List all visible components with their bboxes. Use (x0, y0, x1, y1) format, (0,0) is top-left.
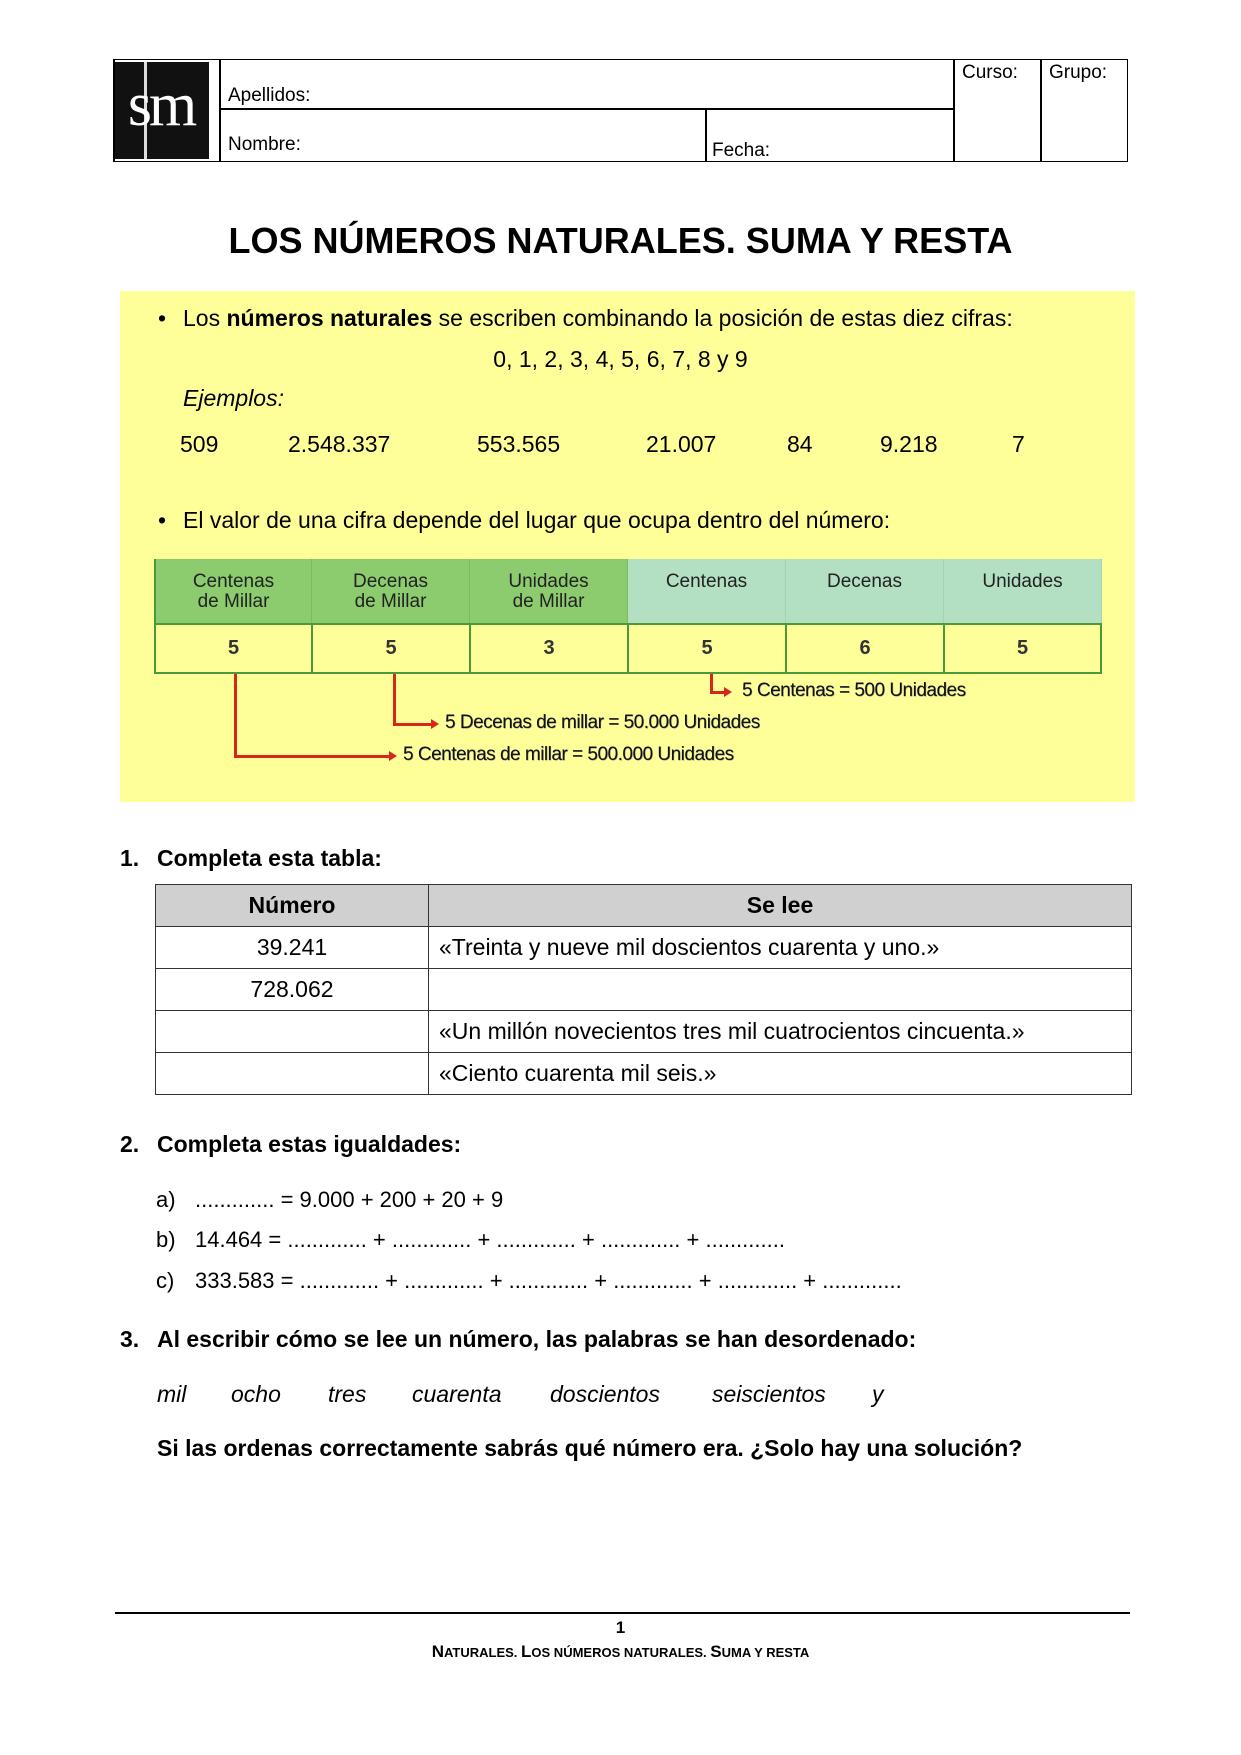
reading-table (155, 884, 1132, 1095)
bullet-dot-icon: • (158, 507, 167, 533)
pv-header-line1: Centenas (192, 571, 275, 592)
pv-value-cell: 5 (154, 623, 312, 674)
equation-a[interactable] (156, 1187, 504, 1213)
pv-value-cell: 6 (786, 623, 944, 674)
digits-list: 0, 1, 2, 3, 4, 5, 6, 7, 8 y 9 (493, 346, 748, 372)
nombre-field[interactable]: Nombre: (228, 134, 301, 155)
place-value-table (154, 559, 1102, 674)
pv-header-centenas (628, 559, 786, 623)
pv-value-cell: 3 (470, 623, 628, 674)
equation-text[interactable]: 333.583 = ............. + ............. + ............. + ............. + ............. + ............. (195, 1268, 902, 1293)
footer-title-part: ATURALES. (443, 1645, 522, 1660)
table-row (156, 927, 1132, 969)
explanation-decenas-millar: 5 Decenas de millar = 50.000 Unidades (445, 712, 760, 733)
numero-cell[interactable]: 728.062 (156, 969, 429, 1011)
bullet-dot-icon: • (158, 305, 167, 331)
pv-value-cell: 5 (628, 623, 786, 674)
sm-logo (113, 62, 209, 159)
exercise2-heading (120, 1131, 462, 1158)
footer-title-part: UMA Y RESTA (721, 1645, 810, 1660)
pv-header-decenas-millar (312, 559, 470, 623)
se-lee-cell[interactable]: «Treinta y nueve mil doscientos cuarenta y uno.» (429, 927, 1132, 969)
footer-title-part: OS NÚMEROS NATURALES. (531, 1645, 711, 1660)
pv-header-line2: de Millar (197, 591, 270, 612)
numero-cell[interactable]: 39.241 (156, 927, 429, 969)
bullet-valor-cifra (158, 507, 891, 534)
pv-header-line1: Unidades (508, 571, 589, 592)
logo-text: sm (127, 71, 195, 139)
numero-cell[interactable] (156, 1011, 429, 1053)
pv-header-decenas (786, 559, 944, 623)
curso-divider (953, 59, 955, 162)
footer-title (0, 1642, 1241, 1662)
example-number: 84 (787, 431, 813, 457)
example-number: 7 (1012, 431, 1025, 457)
pv-header-unidades (944, 559, 1102, 623)
header-divider (219, 59, 221, 162)
equation-text[interactable]: ............. = 9.000 + 200 + 20 + 9 (195, 1187, 504, 1212)
exercise3-title: Al escribir cómo se lee un número, las palabras se han desordenado: (157, 1326, 917, 1352)
table-header-row (156, 885, 1132, 927)
exercise1-number: 1. (120, 845, 140, 871)
column-header-se-lee: Se lee (429, 885, 1132, 927)
bullet1-text-bold: números naturales (226, 305, 433, 331)
table-row (156, 1053, 1132, 1095)
example-number: 509 (180, 431, 219, 457)
arrow-line (393, 723, 433, 726)
explanation-centenas: 5 Centenas = 500 Unidades (742, 680, 966, 701)
footer-rule (115, 1612, 1130, 1614)
bullet2-text: El valor de una cifra depende del lugar que ocupa dentro del número: (183, 507, 891, 533)
pv-header-line1: Decenas (353, 571, 428, 592)
header-left-border (113, 59, 115, 162)
arrow-line (234, 755, 391, 758)
exercise3-question: Si las ordenas correctamente sabrás qué número era. ¿Solo hay una solución? (157, 1435, 1023, 1461)
pv-value-cell: 5 (944, 623, 1102, 674)
explanation-centenas-millar: 5 Centenas de millar = 500.000 Unidades (403, 744, 734, 765)
footer-title-part: N (431, 1642, 444, 1661)
footer-title-part: S (710, 1642, 722, 1661)
arrow-right-icon (431, 719, 439, 729)
grupo-divider (1040, 59, 1042, 162)
example-number: 2.548.337 (288, 431, 391, 457)
se-lee-cell[interactable]: «Un millón novecientos tres mil cuatrocientos cincuenta.» (429, 1011, 1132, 1053)
equation-text[interactable]: 14.464 = ............. + ............. + ............. + ............. + ............. (195, 1227, 785, 1252)
footer-title-part: L (521, 1642, 532, 1661)
pv-header-line2: de Millar (354, 591, 427, 612)
scrambled-word: seiscientos (712, 1381, 826, 1407)
scrambled-word: y (872, 1381, 884, 1407)
bullet-numeros-naturales (158, 305, 1013, 332)
column-header-numero: Número (156, 885, 429, 927)
arrow-right-icon (389, 751, 397, 761)
pv-value-cell: 5 (312, 623, 470, 674)
arrow-line (393, 674, 396, 726)
numero-cell[interactable] (156, 1053, 429, 1095)
pv-header-line1: Unidades (982, 571, 1063, 592)
arrow-right-icon (724, 687, 732, 697)
equation-b[interactable] (156, 1227, 785, 1253)
apellidos-field[interactable]: Apellidos: (228, 85, 311, 106)
page-number: 1 (615, 1618, 626, 1637)
example-number: 553.565 (477, 431, 561, 457)
apellidos-underline (219, 108, 953, 110)
bullet1-text-post: se escriben combinando la posición de estas diez cifras: (432, 305, 1013, 331)
equation-c[interactable] (156, 1268, 902, 1294)
scrambled-word: doscientos (550, 1381, 660, 1407)
scrambled-word: mil (157, 1381, 187, 1407)
grupo-field[interactable]: Grupo: (1049, 62, 1108, 83)
examples-label: Ejemplos: (183, 385, 284, 411)
fecha-field[interactable]: Fecha: (712, 140, 771, 161)
pv-header-line1: Centenas (665, 571, 748, 592)
exercise1-heading (120, 845, 382, 872)
exercise1-title: Completa esta tabla: (157, 845, 382, 871)
se-lee-cell[interactable] (429, 969, 1132, 1011)
pv-header-centenas-millar (154, 559, 312, 623)
exercise3-heading (120, 1326, 917, 1353)
exercise2-number: 2. (120, 1131, 140, 1157)
fecha-divider (705, 108, 707, 162)
pv-header-line1: Decenas (827, 571, 902, 592)
page-title: LOS NÚMEROS NATURALES. SUMA Y RESTA (228, 220, 1013, 261)
table-row (156, 1011, 1132, 1053)
se-lee-cell[interactable]: «Ciento cuarenta mil seis.» (429, 1053, 1132, 1095)
exercise3-number: 3. (120, 1326, 140, 1352)
pv-header-line2: de Millar (512, 591, 585, 612)
scrambled-word: ocho (231, 1381, 281, 1407)
exercise2-title: Completa estas igualdades: (157, 1131, 462, 1157)
arrow-line (234, 674, 237, 758)
example-number: 21.007 (646, 431, 717, 457)
equation-label: a) (156, 1187, 176, 1212)
table-row (156, 969, 1132, 1011)
example-number: 9.218 (880, 431, 938, 457)
equation-label: c) (156, 1268, 175, 1293)
scrambled-word: cuarenta (412, 1381, 502, 1407)
bullet1-text-pre: Los (183, 305, 227, 331)
curso-field[interactable]: Curso: (962, 62, 1018, 83)
scrambled-word: tres (328, 1381, 367, 1407)
pv-header-unidades-millar (470, 559, 628, 623)
equation-label: b) (156, 1227, 176, 1252)
